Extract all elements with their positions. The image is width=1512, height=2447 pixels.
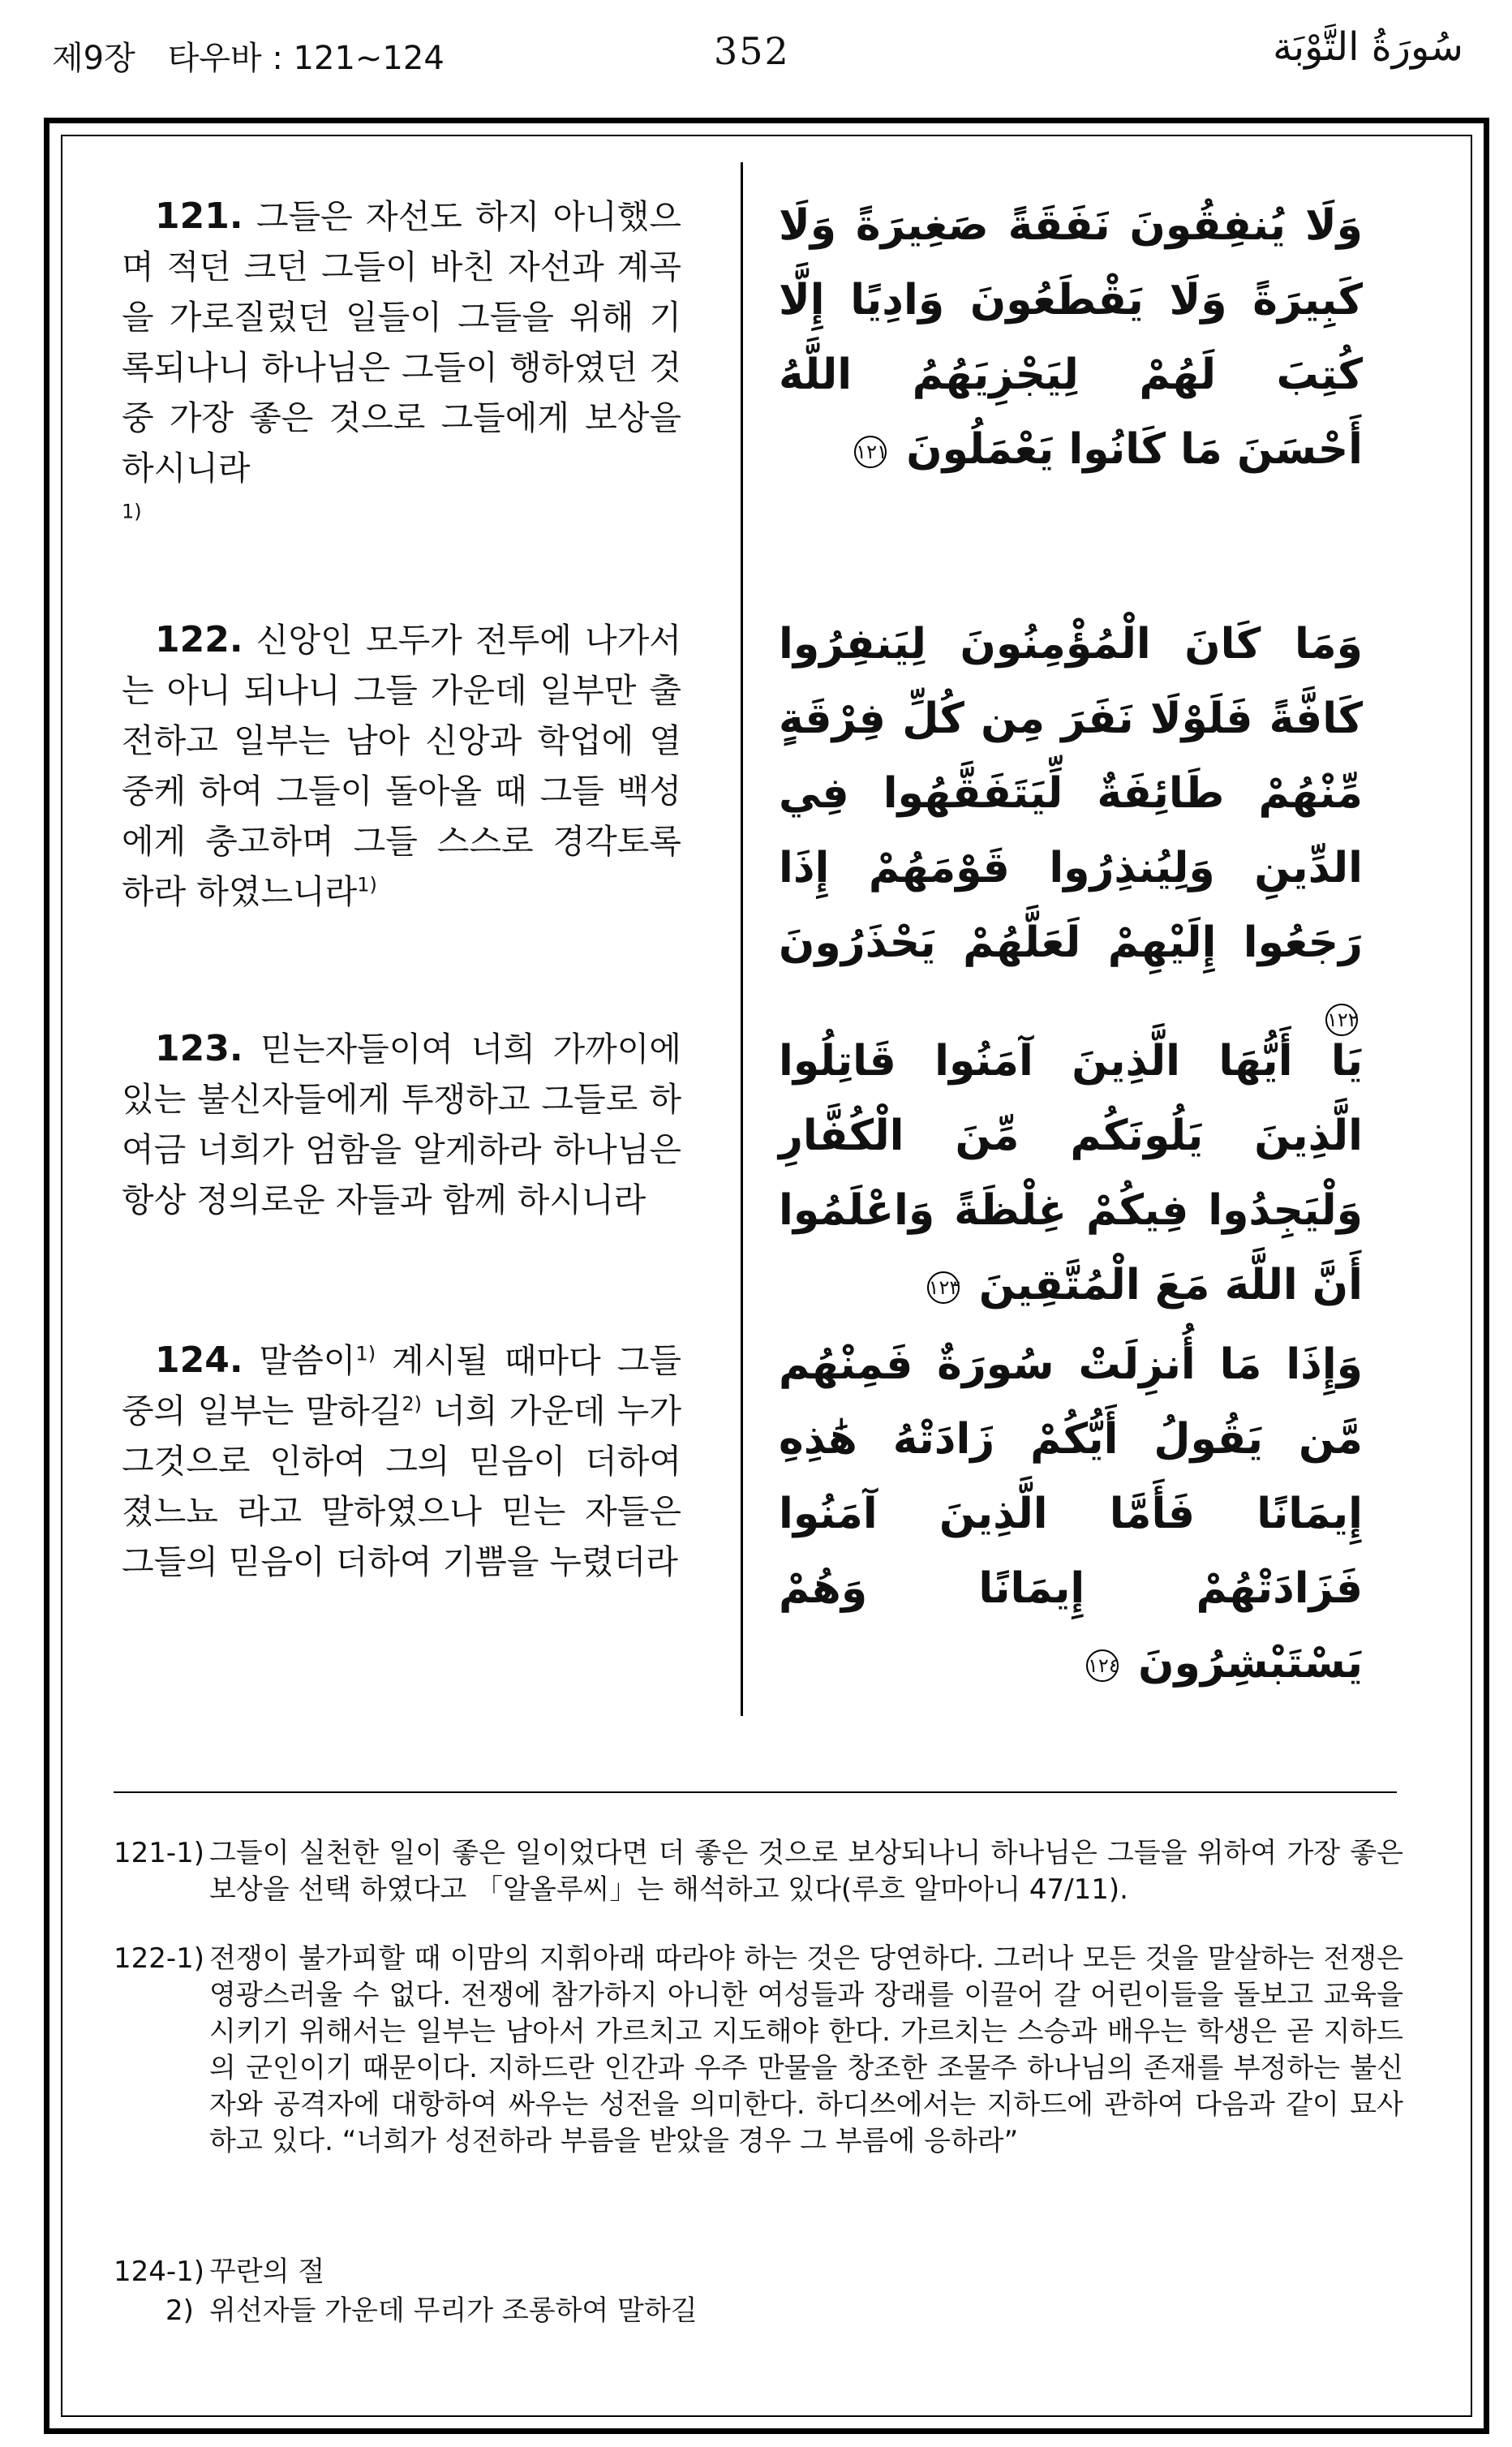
footnote-text: 그들이 실천한 일이 좋은 일이었다면 더 좋은 것으로 보상되나니 하나님은 그들을 위하여 가장 좋은 보상을 선택 하였다고 「알올루씨」는 해석하고 있다(루흐 알마아니 47/11). bbox=[209, 1837, 1403, 1906]
verse-number: 124. bbox=[155, 1340, 243, 1381]
ayah-marker: ١٢٢ bbox=[1325, 1004, 1358, 1036]
verse-121-arabic bbox=[779, 188, 1363, 487]
verse-text: 계시될 때마다 그들 중의 일부는 말하길 bbox=[122, 1341, 681, 1430]
verse-text: 신앙인 모두가 전투에 나가서는 아니 되나니 그들 가운데 일부만 출전하고 일부는 남아 신앙과 학업에 열중케 하여 그들이 돌아올 때 그들 백성에게 충고하며 그들 스스로 경각토록 하라 하였느니라 bbox=[122, 621, 681, 911]
column-divider bbox=[741, 162, 743, 1716]
verse-text: 너희 가운데 누가 그것으로 인하여 그의 믿음이 더하여 졌느뇨 라고 말하였으나 믿는 자들은 그들의 믿음이 더하여 기쁨을 누렸더라 bbox=[122, 1391, 681, 1581]
page-number: 352 bbox=[714, 29, 790, 73]
verse-number: 123. bbox=[155, 1028, 243, 1069]
arabic-text: وَلَا يُنفِقُونَ نَفَقَةً صَغِيرَةً وَلَا كَبِيرَةً وَلَا يَقْطَعُونَ وَادِيًا إِلَّا كُتِبَ لَهُمْ لِيَجْزِيَهُمُ اللَّهُ أَحْسَنَ مَا كَانُوا يَعْمَلُونَ bbox=[779, 201, 1363, 474]
surah-title-arabic: سُورَةُ التَّوْبَة bbox=[1273, 24, 1463, 70]
verse-124-korean bbox=[122, 1335, 681, 1587]
footnote-label: 2) bbox=[165, 2294, 194, 2327]
verse-text: 믿는자들이여 너희 가까이에 있는 불신자들에게 투쟁하고 그들로 하여금 너희가 엄함을 알게하라 하나님은 항상 정의로운 자들과 함께 하시니라 bbox=[122, 1030, 681, 1219]
verse-122-arabic bbox=[779, 607, 1363, 1055]
verse-text: 그들은 자선도 하지 아니했으며 적던 크던 그들이 바친 자선과 계곡을 가로질렀던 일들이 그들을 위해 기록되나니 하나님은 그들이 행하였던 것 중 가장 좋은 것으로 그들에게 보상을 하시니라 bbox=[122, 197, 681, 488]
footnote-separator bbox=[114, 1791, 1397, 1793]
arabic-text: يَا أَيُّهَا الَّذِينَ آمَنُوا قَاتِلُوا الَّذِينَ يَلُونَكُم مِّنَ الْكُفَّارِ وَلْيَجِدُوا فِيكُمْ غِلْظَةً وَاعْلَمُوا أَنَّ اللَّهَ مَعَ الْمُتَّقِينَ bbox=[779, 1037, 1363, 1310]
footnote-ref: 2) bbox=[402, 1392, 422, 1416]
footnote-ref: 1) bbox=[122, 500, 142, 523]
ayah-marker: ١٢٣ bbox=[927, 1271, 960, 1304]
footnote-label: 124-1) bbox=[114, 2256, 205, 2288]
footnote-label: 121-1) bbox=[114, 1837, 205, 1869]
footnote-122-1 bbox=[114, 1941, 1403, 2160]
verse-text: 말씀이 bbox=[259, 1341, 356, 1380]
verse-123-arabic bbox=[779, 1024, 1363, 1322]
ayah-marker: ١٢١ bbox=[854, 436, 887, 468]
ayah-marker: ١٢٤ bbox=[1086, 1649, 1119, 1682]
arabic-text: وَإِذَا مَا أُنزِلَتْ سُورَةٌ فَمِنْهُم مَّن يَقُولُ أَيُّكُمْ زَادَتْهُ هَٰذِهِ إِيمَانًا فَأَمَّا الَّذِينَ آمَنُوا فَزَادَتْهُمْ إِيمَانًا وَهُمْ يَسْتَبْشِرُونَ bbox=[779, 1340, 1363, 1688]
arabic-text: وَمَا كَانَ الْمُؤْمِنُونَ لِيَنفِرُوا كَافَّةً فَلَوْلَا نَفَرَ مِن كُلِّ فِرْقَةٍ مِّنْهُمْ طَائِفَةٌ لِّيَتَفَقَّهُوا فِي الدِّينِ وَلِيُنذِرُوا قَوْمَهُمْ إِذَا رَجَعُوا إِلَيْهِمْ لَعَلَّهُمْ يَحْذَرُونَ bbox=[779, 620, 1363, 967]
footnote-label: 122-1) bbox=[114, 1942, 205, 1975]
footnote-text: 전쟁이 불가피할 때 이맘의 지휘아래 따라야 하는 것은 당연하다. 그러나 모든 것을 말살하는 전쟁은 영광스러울 수 없다. 전쟁에 참가하지 아니한 여성들과 장래를 이끌어 갈 어린이들을 돌보고 교육을 시키기 위해서는 일부는 남아서 가르치고 지도해야 한다. 가르치는 스승과 배우는 학생은 곧 지하드의 군인이기 때문이다. 지하드란 인간과 우주 만물을 창조한 조물주 하나님의 존재를 부정하는 불신자와 공격자에 대항하여 싸우는 성전을 의미한다. 하디쓰에서는 지하드에 관하여 다음과 같이 묘사하고 있다. “너희가 성전하라 부름을 받았을 경우 그 부름에 응하라” bbox=[209, 1942, 1403, 2157]
footnote-ref: 1) bbox=[357, 873, 377, 897]
footnote-text: 꾸란의 절 bbox=[209, 2256, 325, 2288]
verse-number: 121. bbox=[155, 196, 243, 237]
page-header bbox=[0, 0, 1512, 114]
verse-122-korean bbox=[122, 615, 681, 917]
verse-number: 122. bbox=[155, 619, 243, 660]
footnote-124-2 bbox=[114, 2293, 1403, 2329]
footnote-text: 위선자들 가운데 무리가 조롱하여 말하길 bbox=[209, 2294, 698, 2327]
footnote-124-1 bbox=[114, 2254, 1403, 2290]
verse-124-arabic bbox=[779, 1327, 1363, 1701]
verse-123-korean bbox=[122, 1024, 681, 1225]
verse-121-korean bbox=[122, 191, 681, 544]
footnote-121-1 bbox=[114, 1835, 1403, 1908]
chapter-heading: 제9장 타우바 : 121∼124 bbox=[52, 40, 445, 77]
footnote-ref: 1) bbox=[355, 1342, 376, 1365]
